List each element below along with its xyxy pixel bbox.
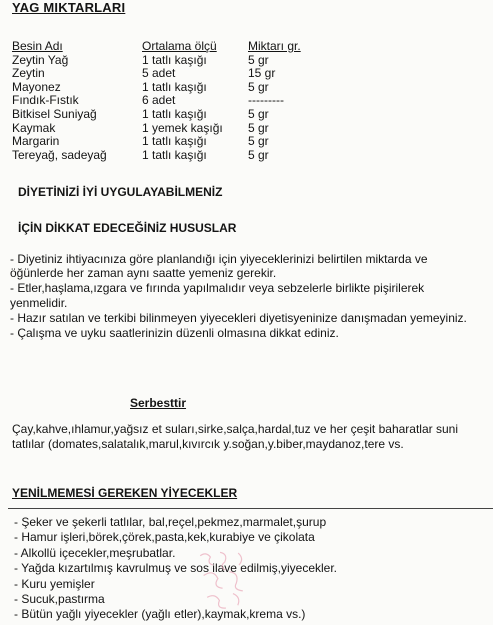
food-name: Mayonez	[12, 79, 61, 94]
forbidden-foods-list	[14, 515, 337, 623]
food-amount: 5 gr	[248, 79, 269, 94]
food-amount: 5 gr	[248, 147, 269, 162]
food-name: Zeytin	[12, 66, 45, 81]
food-amount: 15 gr	[248, 66, 276, 81]
table-row	[12, 67, 328, 81]
list-item: - Bütün yağlı yiyecekler (yağlı etler),kaymak,krema vs.)	[14, 607, 306, 622]
list-item: - Yağda kızartılmış kavrulmuş ve sos ilave edilmiş,yiyecekler.	[14, 561, 337, 576]
section-heading-diet: DİYETİNİZİ İYİ UYGULAYABİLMENİZ	[18, 185, 223, 199]
food-amount: 5 gr	[248, 120, 269, 135]
advice-paragraph: - Çalışma ve uyku saatlerinizin düzenli olmasına dikkat ediniz.	[10, 326, 339, 341]
table-row	[12, 108, 328, 122]
allowed-foods-text: Çay,kahve,ıhlamur,yağsız et suları,sirke,salça,hardal,tuz ve her çeşit baharatlar suni tatlılar (domates,salatalık,marul,kıvırcık y.soğan,y.biber,maydanoz,tere vs.	[12, 422, 458, 451]
section-heading-attention: İÇİN DİKKAT EDECEĞİNİZ HUSUSLAR	[18, 221, 237, 235]
food-amount: ---------	[248, 93, 284, 108]
food-name: Tereyağ, sadeyağ	[12, 147, 107, 162]
table-row	[12, 94, 328, 108]
food-name: Kaymak	[12, 120, 56, 135]
faint-stamp-mark	[194, 546, 258, 614]
food-measure: 1 yemek kaşığı	[142, 120, 223, 135]
advice-paragraph: - Diyetiniz ihtiyacınıza göre planlandığı için yiyeceklerinizi belirtilen miktarda ve öğünlerde her zaman aynı saatte yemeniz gerekir.	[10, 252, 428, 281]
forbidden-heading: YENİLMEMESİ GEREKEN YİYECEKLER	[12, 486, 238, 500]
food-measure: 1 tatlı kaşığı	[142, 134, 207, 149]
table-row	[12, 122, 328, 136]
table-header-row	[12, 40, 328, 54]
advice-paragraph: - Hazır satılan ve terkibi bilinmeyen yiyecekleri diyetisyeninize danışmadan yemeyiniz.	[10, 310, 467, 325]
food-name: Fındık-Fıstık	[12, 93, 79, 108]
advice-paragraph: - Etler,haşlama,ızgara ve fırında yapılmalıdır veya sebzelerle birlikte pişirilerek yenmelidir.	[10, 281, 425, 310]
food-measure: 5 adet	[142, 66, 176, 81]
food-name: Margarin	[12, 134, 60, 149]
oil-amounts-table	[12, 40, 328, 162]
list-item: - Kuru yemişler	[14, 576, 95, 591]
food-measure: 1 tatlı kaşığı	[142, 79, 207, 94]
header-amount-grams: Miktarı gr.	[248, 39, 301, 53]
food-measure: 1 tatlı kaşığı	[142, 52, 207, 67]
divider-line	[8, 508, 493, 509]
allowed-heading: Serbesttir	[130, 396, 187, 410]
list-item: - Sucuk,pastırma	[14, 592, 105, 607]
food-measure: 1 tatlı kaşığı	[142, 147, 207, 162]
table-row	[12, 135, 328, 149]
food-name: Bitkisel Suniyağ	[12, 106, 97, 121]
food-name: Zeytin Yağ	[12, 52, 69, 67]
page-title: YAG MIKTARLARI	[12, 0, 126, 15]
header-average-measure: Ortalama ölçü	[142, 39, 217, 53]
header-food-name: Besin Adı	[12, 39, 63, 53]
list-item: - Hamur işleri,börek,çörek,pasta,kek,kurabiye ve çikolata	[14, 530, 315, 545]
list-item: - Şeker ve şekerli tatlılar, bal,reçel,pekmez,marmalet,şurup	[14, 515, 327, 529]
table-row	[12, 149, 328, 163]
food-measure: 1 tatlı kaşığı	[142, 106, 207, 121]
table-row	[12, 81, 328, 95]
food-measure: 6 adet	[142, 93, 176, 108]
stamp-scribble-icon	[194, 546, 258, 614]
list-item: - Alkollü içecekler,meşrubatlar.	[14, 545, 176, 560]
table-row	[12, 54, 328, 68]
food-amount: 5 gr	[248, 52, 269, 67]
food-amount: 5 gr	[248, 106, 269, 121]
food-amount: 5 gr	[248, 134, 269, 149]
advice-paragraphs	[10, 252, 480, 341]
